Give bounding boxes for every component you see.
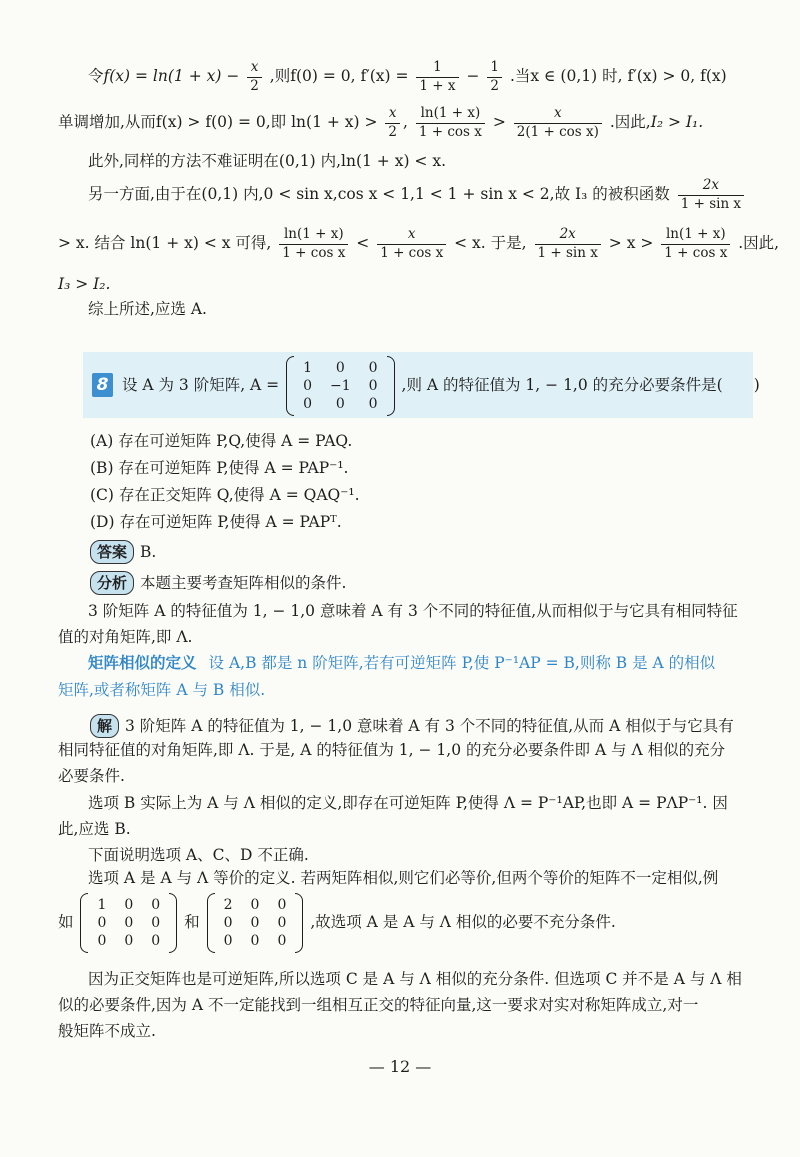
line-2 — [58, 106, 703, 140]
option-b: (B) 存在可逆矩阵 P,使得 A = PAP⁻¹. — [90, 459, 349, 477]
text: ,则f(0) = 0, f′(x) = — [269, 67, 409, 86]
solution-l11: 般矩阵不成立. — [58, 1022, 156, 1040]
line-5 — [58, 227, 779, 261]
solution-l4: 选项 B 实际上为 A 与 Λ 相似的定义,即存在可逆矩阵 P,使得 Λ = P⁻¹AP,也即 A = PΛP⁻¹. 因 — [88, 794, 728, 812]
solution-l1 — [90, 714, 734, 738]
text: 如 — [58, 913, 74, 931]
line-4 — [88, 178, 747, 212]
answer-line — [90, 540, 156, 564]
text: 设 A 为 3 阶矩阵, A = — [121, 376, 280, 394]
solution-l10: 似的必要条件,因为 A 不一定能找到一组相互正交的特征向量,这一要求对实对称矩阵成立,对一 — [58, 996, 699, 1014]
fraction: $\frac{x}{2}$ — [247, 60, 262, 94]
text: , — [403, 113, 408, 132]
formula: f(x) = ln(1 + x) − — [103, 67, 240, 86]
text: > — [492, 113, 506, 132]
option-c: (C) 存在正交矩阵 Q,使得 A = QAQ⁻¹. — [90, 486, 360, 504]
analysis-line — [90, 571, 346, 595]
definition-head: 矩阵相似的定义 — [88, 654, 197, 672]
text: 设 A,B 都是 n 阶矩阵,若有可逆矩阵 P,使 P⁻¹AP = B,则称 B 是 A 的相似 — [208, 654, 716, 672]
page-number: — 12 — — [368, 1057, 432, 1076]
fraction: $\frac{x}{\text{1 + cos x}}$ — [377, 227, 446, 261]
text: < — [356, 234, 370, 253]
text: < x. 于是, — [454, 234, 527, 253]
text: 单调增加,从而f(x) > f(0) = 0,即 ln(1 + x) > — [58, 113, 378, 132]
matrix-example-1: 1 0 0 0 0 0 0 0 0 — [80, 893, 177, 953]
text: 令 — [88, 67, 104, 86]
text: 和 — [184, 913, 200, 931]
solution-l9: 因为正交矩阵也是可逆矩阵,所以选项 C 是 A 与 Λ 相似的充分条件. 但选项 C 并不是 A 与 Λ 相 — [88, 970, 742, 988]
text: 另一方面,由于在(0,1) 内,0 < sin x,cos x < 1,1 < 1 + sin x < 2,故 I₃ 的被积函数 — [88, 185, 670, 204]
fraction: $\frac{\ln(1 + x)}{\text{1 + cos x}}$ — [279, 227, 348, 261]
solution-l2: 相同特征值的对角矩阵,即 Λ. 于是, A 的特征值为 1, − 1,0 的充分必要条件即 A 与 Λ 相似的充分 — [58, 741, 726, 759]
solution-l5: 此,应选 B. — [58, 820, 131, 838]
line-6: I₃ > I₂. — [58, 275, 111, 293]
text: > x > — [608, 234, 654, 253]
solution-l7: 选项 A 是 A 与 Λ 等价的定义. 若两矩阵相似,则它们必等价,但两个等价的矩阵不一定相似,例 — [88, 869, 719, 887]
fraction: $\frac{1}{2}$ — [487, 60, 502, 94]
option-a: (A) 存在可逆矩阵 P,Q,使得 A = PAQ. — [90, 432, 353, 450]
text: .当x ∈ (0,1) 时, f′(x) > 0, f(x) — [509, 67, 727, 86]
analysis-p1-l1: 3 阶矩阵 A 的特征值为 1, − 1,0 意味着 A 有 3 个不同的特征值,从而相似于与它具有相同特征 — [88, 602, 738, 620]
fraction: $\frac{\ln(1 + x)}{\text{1 + cos x}}$ — [661, 227, 730, 261]
fraction: $\frac{\ln(1 + x)}{\text{1 + cos x}}$ — [416, 106, 485, 140]
text: ,则 A 的特征值为 1, − 1,0 的充分必要条件是( ) — [401, 376, 760, 394]
text: .因此, — [609, 113, 651, 132]
text: > x. 结合 ln(1 + x) < x 可得, — [58, 234, 272, 253]
analysis-text: 本题主要考查矩阵相似的条件. — [140, 574, 347, 592]
line-3: 此外,同样的方法不难证明在(0,1) 内,ln(1 + x) < x. — [88, 152, 447, 170]
fraction: $\frac{x}{2}$ — [385, 106, 400, 140]
line-7: 综上所述,应选 A. — [88, 300, 207, 318]
text: .因此, — [738, 234, 780, 253]
question-stem — [92, 356, 760, 416]
solution-l6: 下面说明选项 A、C、D 不正确. — [88, 846, 309, 864]
line-1 — [88, 60, 727, 94]
definition-l2: 矩阵,或者称矩阵 A 与 B 相似. — [58, 681, 266, 699]
text: − — [466, 67, 480, 86]
answer-text: B. — [140, 543, 157, 561]
text: I₂ > I₁. — [650, 113, 704, 132]
answer-tag: 答案 — [90, 540, 134, 564]
matrix-example-2: 2 0 0 0 0 0 0 0 0 — [207, 893, 304, 953]
option-d: (D) 存在可逆矩阵 P,使得 A = PAPᵀ. — [90, 513, 342, 531]
question-number: 8 — [92, 373, 113, 397]
solution-tag: 解 — [90, 714, 119, 738]
solution-l8 — [58, 893, 616, 953]
fraction: $\frac{x}{\text{2(1 + cos x)}}$ — [514, 106, 602, 140]
fraction: $\frac{1}{1 + x}$ — [416, 60, 458, 94]
solution-l3: 必要条件. — [58, 767, 125, 785]
text: 3 阶矩阵 A 的特征值为 1, − 1,0 意味着 A 有 3 个不同的特征值,从而 A 相似于与它具有 — [125, 717, 734, 735]
fraction: $\frac{2x}{\text{1 + sin x}}$ — [535, 227, 601, 261]
matrix-A: 1 0 0 0 −1 0 0 0 0 — [286, 356, 394, 416]
text: ,故选项 A 是 A 与 Λ 相似的必要不充分条件. — [310, 913, 616, 931]
analysis-tag: 分析 — [90, 571, 134, 595]
fraction: $\frac{2x}{\text{1 + sin x}}$ — [678, 178, 744, 212]
definition-l1 — [88, 656, 715, 672]
analysis-p1-l2: 值的对角矩阵,即 Λ. — [58, 628, 193, 646]
